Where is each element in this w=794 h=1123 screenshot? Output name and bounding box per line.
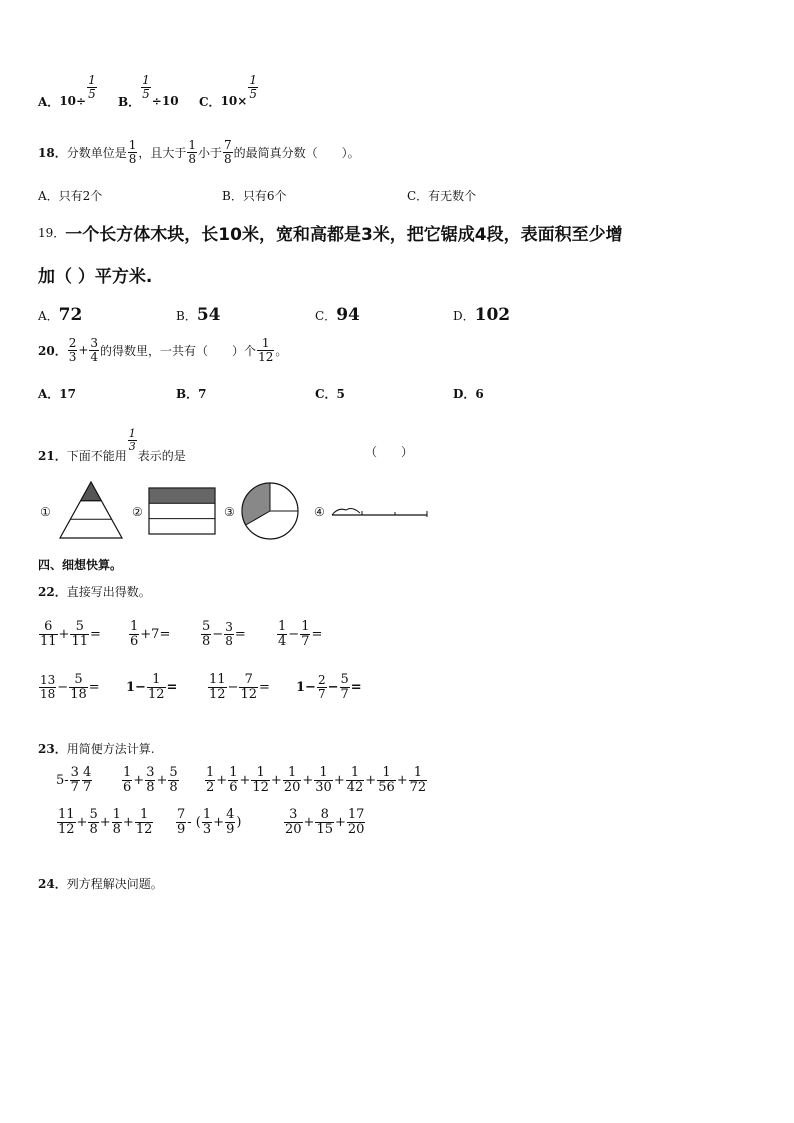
q19-option-c: C． 94 [315,305,360,325]
q22-expr-7: $\frac{11}{12}$ − $\frac{7}{12}$ = [209,672,270,702]
q20-option-b: B．7 [176,387,207,401]
circle-figure [240,481,300,541]
q22-expr-5: $\frac{13}{18}$ − $\frac{5}{18}$ = [40,672,100,702]
segment-figure [330,505,430,519]
q22-expr-6: 1− $\frac{1}{12}$ = [126,672,178,702]
q19-option-d: D． 102 [453,305,511,325]
q19-option-a: A． 72 [38,305,83,325]
q18-option-c: C．有无数个 [407,189,477,203]
q17-option-a: A． 10÷ $\frac{1}{5}$ [38,73,96,109]
q23-expr-1: 5- $\frac{3}{7}$ $\frac{4}{7}$ [56,765,92,795]
q21-question: 21． 下面不能用 $\frac{1}{3}$ 表示的是 [38,427,186,463]
figure-3-label: ③ [224,505,235,519]
q23-expr-2: $\frac{1}{6}$ + $\frac{3}{8}$ + $\frac{5}{8}$ [123,765,178,795]
q18-option-a: A．只有2个 [38,189,103,203]
segment-brace [332,509,360,515]
section-4-title: 四、细想快算。 [38,558,123,572]
fraction: $\frac{1}{5}$ [249,73,257,101]
q20-option-c: C．5 [315,387,345,401]
q18-option-b: B．只有6个 [222,189,287,203]
q23-expr-6: $\frac{3}{20}$ + $\frac{8}{15}$ + $\frac{17}{20}$ [285,807,365,837]
q20-option-a: A．17 [38,387,77,401]
figure-2-label: ② [132,505,143,519]
q19-option-b: B． 54 [176,305,221,325]
q23-expr-3: $\frac{1}{2}$ + $\frac{1}{6}$ + $\frac{1}{12}$ + $\frac{1}{20}$ + $\frac{1}{30}$ + $\frac{1}{42}$ + $\frac{1}{56}$ + $\frac{1}{72}$ [206,765,427,795]
rectangle-figure [148,487,216,535]
q21-answer-blank: （ ） [365,445,414,459]
q23-expr-5: $\frac{7}{9}$ - ( $\frac{1}{3}$ + $\frac{4}{9}$ ) [177,807,242,837]
triangle-figure [58,480,124,540]
triangle-shaded-part [81,482,102,501]
q22-expr-2: $\frac{1}{6}$ +7 = [130,619,171,649]
q17-option-b: B． $\frac{1}{5}$ ÷10 [118,73,179,109]
q22-heading: 22． 直接写出得数。 [38,585,151,599]
q22-expr-1: $\frac{6}{11}$ + $\frac{5}{11}$ = [40,619,101,649]
q20-question: 20． $\frac{2}{3}$ + $\frac{3}{4}$ 的得数里，一共有（ ）个 $\frac{1}{12}$ 。 [38,336,288,364]
q19-question-line2: 加（ ）平方米. [38,267,153,287]
fraction: $\frac{1}{5}$ [142,73,150,101]
figure-4-label: ④ [314,505,325,519]
circle-shaded-part [242,483,270,525]
q23-heading: 23． 用简便方法计算. [38,742,155,756]
q19-question-line1: 19． 一个长方体木块，长10米，宽和高都是3米，把它锯成4段，表面积至少增 [38,225,623,245]
fraction: $\frac{1}{5}$ [88,73,96,101]
figure-1-label: ① [40,505,51,519]
q17-option-c: C． 10× $\frac{1}{5}$ [199,73,257,109]
q18-question: 18． 分数单位是 $\frac{1}{8}$ ，且大于 $\frac{1}{8}$ 小于 $\frac{7}{8}$ 的最简真分数（ ）。 [38,138,360,166]
q22-expr-4: $\frac{1}{4}$ − $\frac{1}{7}$ = [278,619,323,649]
q22-expr-8: 1− $\frac{2}{7}$ − $\frac{5}{7}$ = [296,672,362,702]
q23-expr-4: $\frac{11}{12}$ + $\frac{5}{8}$ + $\frac{1}{8}$ + $\frac{1}{12}$ [58,807,153,837]
q20-option-d: D．6 [453,387,484,401]
rectangle-shaded-part [149,488,215,503]
q24-heading: 24． 列方程解决问题。 [38,877,163,891]
q22-expr-3: $\frac{5}{8}$ − $\frac{3}{8}$ = [202,619,246,649]
